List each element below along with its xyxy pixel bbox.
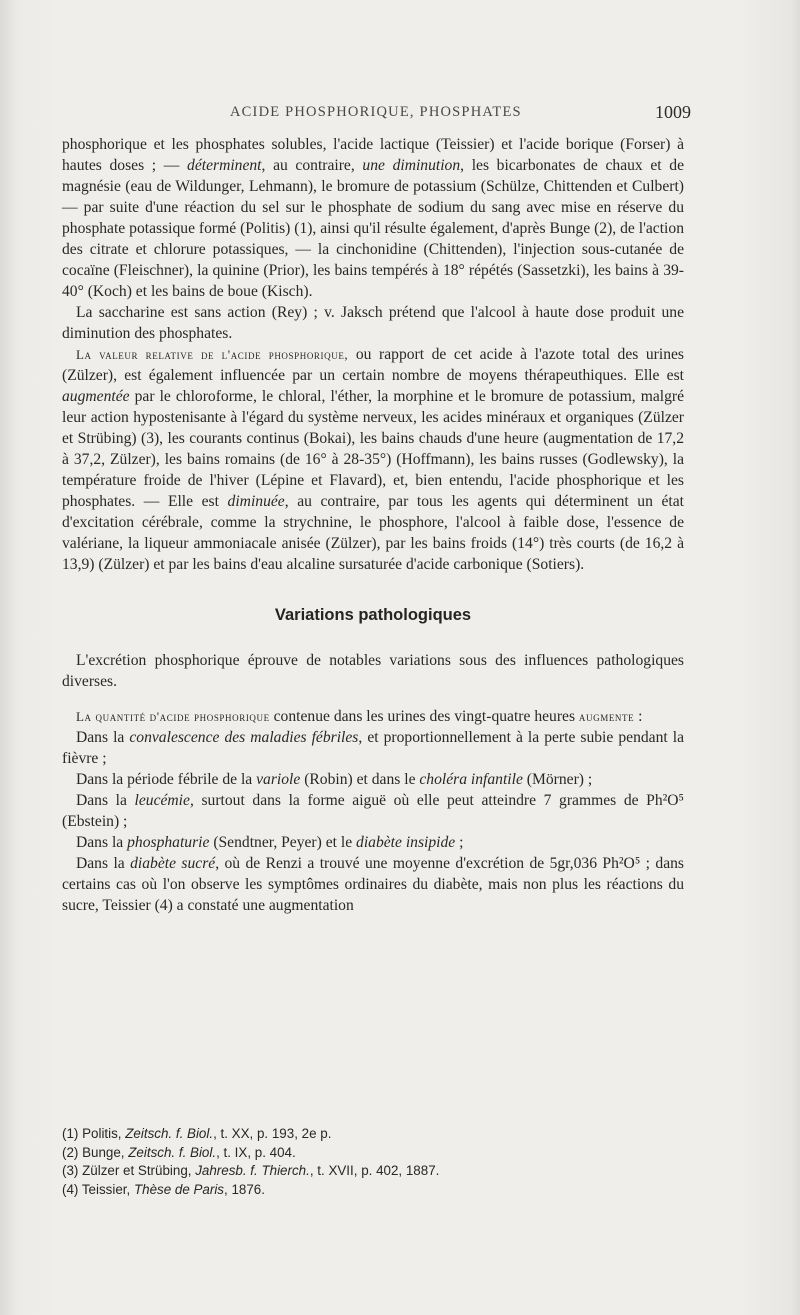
paragraph-1: phosphorique et les phosphates solubles, l'acide lactique (Teissier) et l'acide borique (Forser) à hautes doses ; — déterminent, au contraire, une diminution, les bicarbonates de chaux et de magnésie (eau de Wildunger, Lehmann), le bromure de potassium (Schülze, Chittenden et Culbert) — par suite d'une réaction du sel sur le phosphate de sodium du sang avec mise en réserve du phosphate potassique formé (Politis) (1), ainsi qu'il résulte également, d'après Bunge (2), de l'action des citrate et chlorure potassiques, — la cinchonidine (Chittenden), l'injection sous-cutanée de cocaïne (Fleischner), la quinine (Prior), les bains tempérés à 18° répétés (Sassetzki), les bains à 39-40° (Koch) et les bains de boue (Kisch). [62,136,685,300]
page-header [0,104,800,128]
footnotes [62,1125,684,1199]
paragraph-8: Dans la leucémie, surtout dans la forme aiguë où elle peut atteindre 7 grammes de Ph²O⁵ (Ebstein) ; [62,792,684,830]
paragraph-9: Dans la phosphaturie (Sendtner, Peyer) et le diabète insipide ; [76,834,464,851]
footnote-3: (3) Zülzer et Strübing, Jahresb. f. Thierch., t. XVII, p. 402, 1887. [62,1163,440,1178]
paragraph-2: La saccharine est sans action (Rey) ; v. Jaksch prétend que l'alcool à haute dose produit une diminution des phosphates. [62,304,684,342]
paragraph-3: La valeur relative de l'acide phosphorique, ou rapport de cet acide à l'azote total des urines (Zülzer), est également influencée par un certain nombre de moyens thérapeuthiques. Elle est augmentée par le chloroforme, le chloral, l'éther, la morphine et le bromure de potassium, malgré leur action hypostenisante à l'égard du système nerveux, les acides minéraux et organiques (Zülzer et Strübing) (3), les courants continus (Bokai), les bains chauds d'une heure (augmentation de 17,2 à 37,2, Zülzer), les bains romains (de 16° à 28-35°) (Hoffmann), les bains russes (Godlewsky), la température froide de l'hiver (Lépine et Flavard), et, bien entendu, l'acide phosphorique et les phosphates. — Elle est diminuée, au contraire, par tous les agents qui déterminent un état d'excitation cérébrale, comme la strychnine, le phosphore, l'alcool à faible dose, l'essence de valériane, la liqueur ammoniacale anisée (Zülzer), par les bains froids (14°) très courts (de 16,2 à 13,9) (Zülzer) et par les bains d'eau alcaline sursaturée d'acide carbonique (Sotiers). [62,346,684,573]
running-title: ACIDE PHOSPHORIQUE, PHOSPHATES [230,104,522,120]
paragraph-7: Dans la période fébrile de la variole (Robin) et dans le choléra infantile (Mörner) ; [76,771,593,788]
paragraph-4: L'excrétion phosphorique éprouve de notables variations sous des influences pathologiques diverses. [62,652,684,690]
paragraph-10: Dans la diabète sucré, où de Renzi a trouvé une moyenne d'excrétion de 5gr,036 Ph²O⁵ ; dans certains cas où l'on observe les symptômes ordinaires du diabète, mais non plus les réactions du sucre, Teissier (4) a constaté une augmentation [62,855,684,914]
page-number: 1009 [655,102,691,122]
body-text [62,134,684,916]
paragraph-6: Dans la convalescence des maladies fébriles, et proportionnellement à la perte subie pendant la fièvre ; [62,729,684,767]
footnote-4: (4) Teissier, Thèse de Paris, 1876. [62,1181,265,1197]
paragraph-5: La quantité d'acide phosphorique contenue dans les urines des vingt-quatre heures augmente : [76,708,643,725]
footnote-2: (2) Bunge, Zeitsch. f. Biol., t. IX, p. 404. [62,1144,296,1160]
footnote-1: (1) Politis, Zeitsch. f. Biol., t. XX, p. 193, 2e p. [62,1126,332,1141]
section-heading: Variations pathologiques [274,606,472,624]
